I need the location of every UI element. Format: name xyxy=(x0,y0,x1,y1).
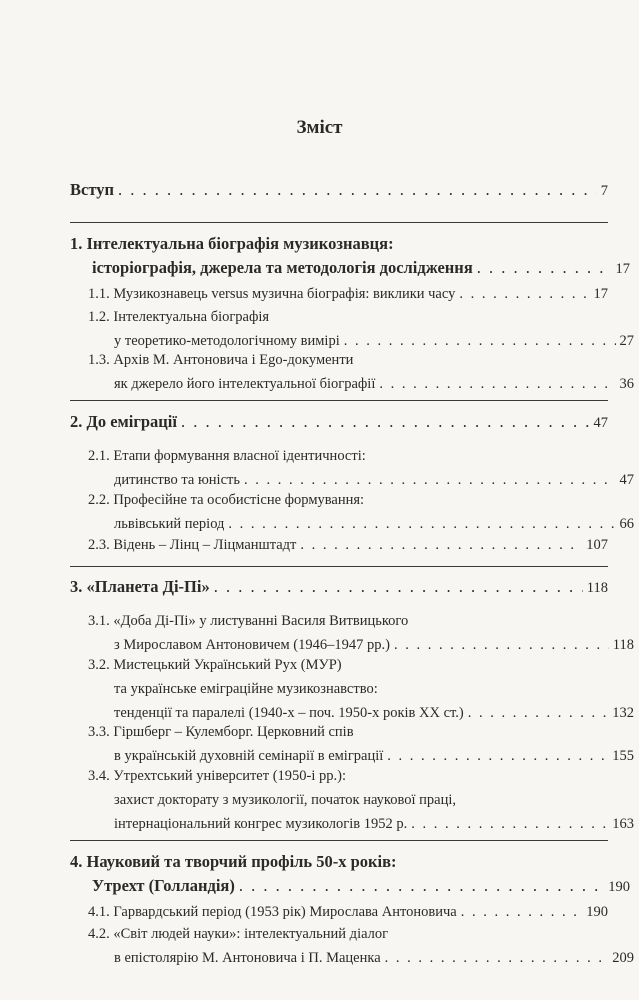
toc-page-number: 27 xyxy=(619,333,634,349)
toc-entry-title: Вступ xyxy=(70,180,114,199)
toc-entry-title-cont: та українське еміграційне музикознавство: xyxy=(114,681,378,697)
page-title: Зміст xyxy=(296,117,343,138)
leader-dots xyxy=(181,410,590,434)
toc-entry-title-cont: в українській духовній семінарії в еміграції xyxy=(114,748,384,764)
toc-entry-intro[interactable] xyxy=(70,178,608,202)
toc-entry-title: 1. Інтелектуальна біографія музикознавця: xyxy=(70,234,394,253)
toc-page-number: 36 xyxy=(619,376,634,392)
toc-page-number: 17 xyxy=(593,286,608,302)
leader-dots xyxy=(459,282,589,306)
leader-dots xyxy=(300,533,582,557)
toc-entry-4-2[interactable] xyxy=(88,922,634,970)
section-divider xyxy=(70,566,608,567)
toc-entry-1-1[interactable] xyxy=(88,282,608,306)
toc-entry-chapter-3[interactable] xyxy=(70,575,608,599)
toc-entry-title: 3.4. Утрехтський університет (1950-і рр.): xyxy=(88,768,346,784)
toc-page-number: 47 xyxy=(619,472,634,488)
toc-page-number: 163 xyxy=(612,816,634,832)
leader-dots xyxy=(239,874,604,898)
toc-entry-4-1[interactable] xyxy=(88,900,608,924)
toc-entry-title: 4.1. Гарвардський період (1953 рік) Мирослава Антоновича xyxy=(88,904,457,920)
toc-entry-2-1[interactable] xyxy=(88,444,634,492)
leader-dots xyxy=(461,900,583,924)
toc-entry-title-cont: як джерело його інтелектуальної біографії xyxy=(114,376,376,392)
toc-entry-2-2[interactable] xyxy=(88,488,634,536)
leader-dots xyxy=(214,575,583,599)
toc-entry-1-2[interactable] xyxy=(88,305,634,353)
toc-entry-1-3[interactable] xyxy=(88,348,634,396)
leader-dots xyxy=(385,946,609,970)
section-divider xyxy=(70,400,608,401)
toc-entry-title: 2.1. Етапи формування власної ідентичності: xyxy=(88,448,366,464)
toc-entry-title-cont: в епістолярію М. Антоновича і П. Маценка xyxy=(114,950,381,966)
leader-dots xyxy=(477,256,612,280)
toc-entry-3-3[interactable] xyxy=(88,720,634,768)
toc-page-number: 107 xyxy=(586,537,608,553)
leader-dots xyxy=(118,178,597,202)
toc-page-number: 132 xyxy=(612,705,634,721)
toc-page-number: 66 xyxy=(619,516,634,532)
toc-entry-title: 4. Науковий та творчий профіль 50-х років: xyxy=(70,852,397,871)
toc-page-number: 118 xyxy=(586,580,608,596)
toc-entry-title-cont: дитинство та юність xyxy=(114,472,240,488)
toc-entry-chapter-4[interactable] xyxy=(70,850,630,898)
toc-page-number: 190 xyxy=(586,904,608,920)
toc-entry-title: 2.2. Професійне та особистісне формування: xyxy=(88,492,365,508)
toc-page-number: 209 xyxy=(612,950,634,966)
toc-page-number: 7 xyxy=(600,183,608,199)
toc-entry-title-cont: інтернаціональний конгрес музикологів 1952 р. xyxy=(114,816,408,832)
toc-page-number: 190 xyxy=(608,879,630,895)
toc-entry-title: 2.3. Відень – Лінц – Ліцманштадт xyxy=(88,537,297,553)
toc-entry-title: 3.1. «Доба Ді-Пі» у листуванні Василя Витвицького xyxy=(88,613,409,629)
toc-entry-title-cont: історіографія, джерела та методологія дослідження xyxy=(92,258,473,277)
toc-entry-title-cont: захист докторату з музикології, початок наукової праці, xyxy=(114,792,456,808)
toc-entry-title-cont: з Мирославом Антоновичем (1946–1947 рр.) xyxy=(114,637,390,653)
toc-entry-title: 3.3. Гіршберг – Кулемборг. Церковний спів xyxy=(88,724,354,740)
toc-entry-title-cont: тенденції та паралелі (1940-х – поч. 1950-х років XX ст.) xyxy=(114,705,464,721)
toc-entry-3-2[interactable] xyxy=(88,653,634,725)
leader-dots xyxy=(379,372,615,396)
toc-entry-chapter-2[interactable] xyxy=(70,410,608,434)
toc-entry-title: 1.3. Архів М. Антоновича і Ego-документи xyxy=(88,352,354,368)
toc-entry-title: 1.1. Музикознавець versus музична біографія: виклики часу xyxy=(88,286,456,302)
toc-entry-title: 1.2. Інтелектуальна біографія xyxy=(88,309,270,325)
toc-page-number: 155 xyxy=(612,748,634,764)
toc-entry-title: 3. «Планета Ді-Пі» xyxy=(70,577,210,596)
toc-page-number: 17 xyxy=(615,261,630,277)
toc-page-number: 118 xyxy=(612,637,634,653)
toc-entry-title-cont: Утрехт (Голландія) xyxy=(92,876,235,895)
section-divider xyxy=(70,222,608,223)
toc-entry-title: 2. До еміграції xyxy=(70,412,177,431)
toc-entry-title-cont: у теоретико-методологічному вимірі xyxy=(114,333,340,349)
toc-entry-title: 3.2. Мистецький Український Рух (МУР) xyxy=(88,657,342,673)
leader-dots xyxy=(411,812,608,836)
toc-entry-title-cont: львівський період xyxy=(114,516,225,532)
toc-entry-3-4[interactable] xyxy=(88,764,634,836)
toc-page-number: 47 xyxy=(593,415,608,431)
toc-entry-3-1[interactable] xyxy=(88,609,634,657)
toc-entry-title: 4.2. «Світ людей науки»: інтелектуальний діалог xyxy=(88,926,389,942)
toc-entry-2-3[interactable] xyxy=(88,533,608,557)
section-divider xyxy=(70,840,608,841)
toc-entry-chapter-1[interactable] xyxy=(70,232,630,280)
